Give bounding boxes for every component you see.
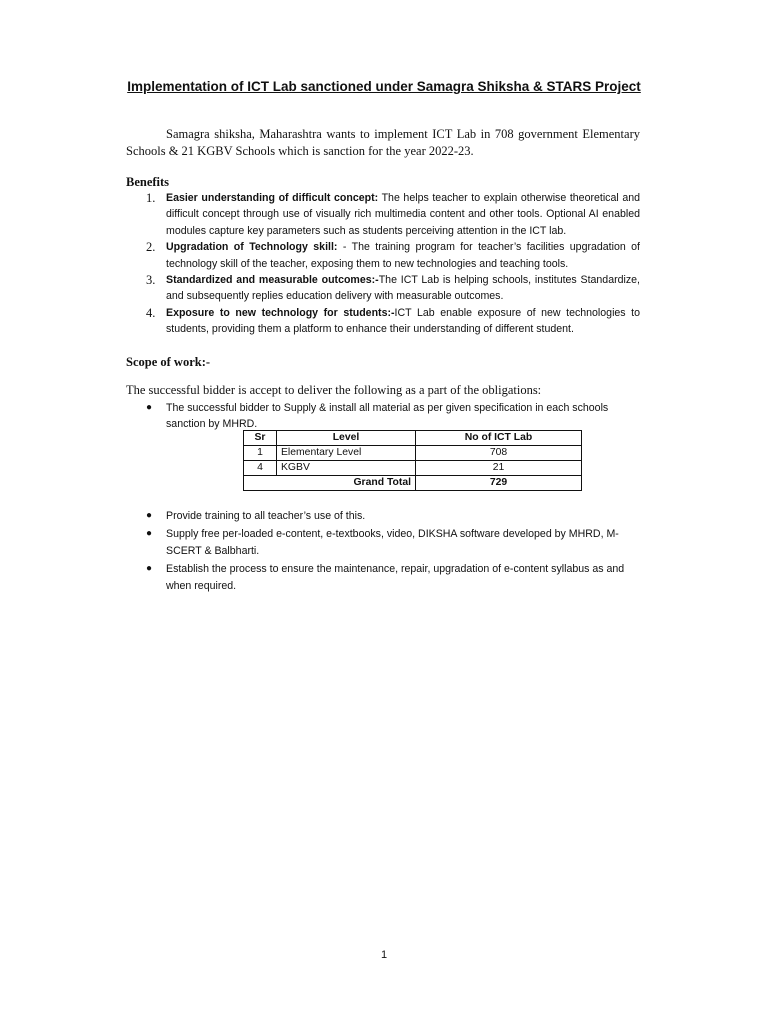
benefit-title: Standardized and measurable outcomes:- bbox=[166, 274, 379, 287]
table-total-row bbox=[244, 476, 582, 491]
cell-count: 708 bbox=[416, 446, 582, 461]
benefit-text: The ICT Lab is helping schools, institutes Standardize, and subsequently replies education delivery with measurable outcomes. bbox=[166, 274, 640, 303]
list-item bbox=[126, 400, 640, 433]
list-item bbox=[126, 190, 640, 239]
benefits-list bbox=[126, 190, 640, 338]
benefit-title: Easier understanding of difficult concept: bbox=[166, 192, 379, 204]
list-item bbox=[126, 305, 640, 338]
ict-lab-table bbox=[243, 430, 582, 491]
grand-total-value: 729 bbox=[416, 476, 582, 491]
benefits-heading: Benefits bbox=[126, 175, 170, 189]
benefit-text: The helps teacher to explain otherwise theoretical and difficult concept through use of visually rich multimedia content and other tools. Optional AI enabled modules capture key parameters such as students perceiving attention in the ICT lab. bbox=[166, 192, 640, 237]
list-item bbox=[126, 561, 640, 594]
cell-level: Elementary Level bbox=[277, 446, 416, 461]
grand-total-label: Grand Total bbox=[244, 476, 416, 491]
scope-intro: The successful bidder is accept to deliver the following as a part of the obligations: bbox=[126, 383, 542, 397]
column-header-count: No of ICT Lab bbox=[416, 431, 582, 446]
page-number: 1 bbox=[380, 949, 388, 961]
benefit-text: ICT Lab enable exposure of new technologies to students, providing them a platform to enhance their understanding of different student. bbox=[166, 306, 641, 336]
intro-paragraph: Samagra shiksha, Maharashtra wants to implement ICT Lab in 708 government Elementary Schools & 21 KGBV Schools which is sanction for the year 2022-23. bbox=[126, 127, 640, 158]
list-item bbox=[126, 508, 640, 524]
cell-sr: 4 bbox=[244, 461, 277, 476]
bullet-icon: ● bbox=[146, 528, 153, 540]
bullet-text: Establish the process to ensure the maintenance, repair, upgradation of e-content syllabus as and when required. bbox=[166, 563, 625, 592]
bullet-text: Supply free per-loaded e-content, e-textbooks, video, DIKSHA software developed by MHRD, M-SCERT & Balbharti. bbox=[166, 528, 619, 557]
list-item bbox=[126, 239, 640, 272]
table-row bbox=[244, 446, 582, 461]
benefit-text: - The training program for teacher’s facilities upgradation of technology skill of the teacher, exposing them to new technologies and teaching tools. bbox=[166, 241, 640, 270]
list-item bbox=[126, 526, 640, 559]
table-row bbox=[244, 461, 582, 476]
list-number: 2. bbox=[146, 240, 156, 255]
cell-count: 21 bbox=[416, 461, 582, 476]
bullet-text: The successful bidder to Supply & install all material as per given specification in each schools sanction by MHRD. bbox=[166, 402, 609, 431]
document-title: Implementation of ICT Lab sanctioned under Samagra Shiksha & STARS Project bbox=[127, 79, 641, 94]
scope-bullets-after bbox=[126, 508, 640, 596]
bullet-text: Provide training to all teacher’s use of this. bbox=[166, 510, 366, 522]
cell-sr: 1 bbox=[244, 446, 277, 461]
list-number: 1. bbox=[146, 191, 156, 205]
column-header-sr: Sr bbox=[244, 431, 277, 446]
list-number: 3. bbox=[146, 273, 156, 288]
benefit-title: Upgradation of Technology skill: bbox=[166, 241, 338, 254]
column-header-level: Level bbox=[277, 431, 416, 446]
bullet-icon: ● bbox=[146, 402, 153, 413]
bullet-icon: ● bbox=[146, 510, 153, 521]
table-header-row bbox=[244, 431, 582, 446]
cell-level: KGBV bbox=[277, 461, 416, 476]
bullet-icon: ● bbox=[146, 563, 153, 575]
list-number: 4. bbox=[146, 305, 156, 320]
list-item bbox=[126, 272, 640, 305]
benefit-title: Exposure to new technology for students:- bbox=[166, 306, 395, 319]
scope-heading: Scope of work:- bbox=[126, 355, 211, 369]
